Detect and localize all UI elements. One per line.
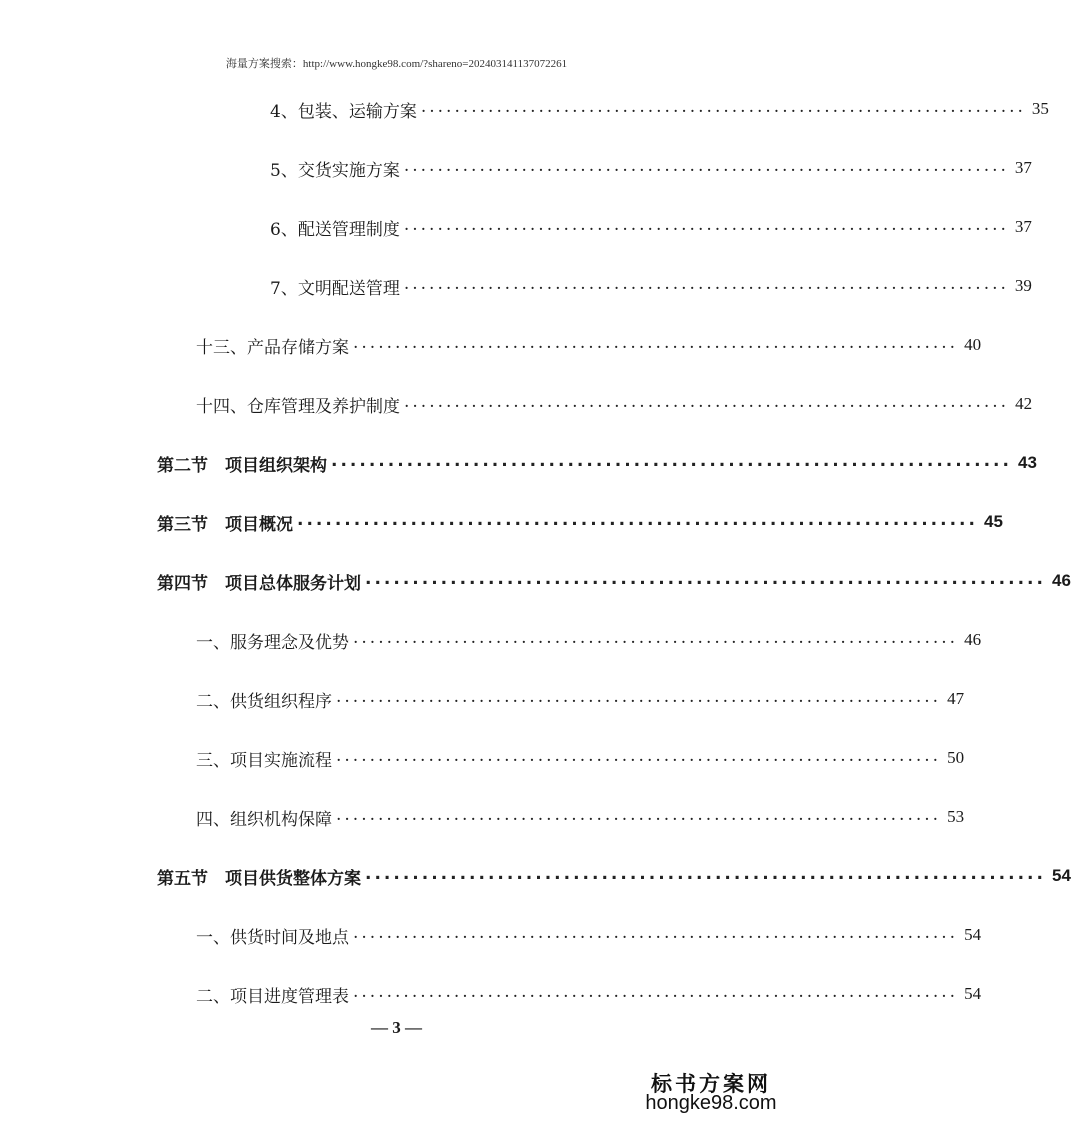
- toc-entry-title: 二、项目进度管理表: [196, 986, 349, 1007]
- toc-entry-title: 三、项目实施流程: [196, 750, 332, 771]
- toc-entry[interactable]: [196, 686, 965, 712]
- toc-entry[interactable]: [270, 214, 1032, 240]
- toc-entry[interactable]: [196, 922, 982, 948]
- dot-leader: ........................................................................: [403, 156, 1009, 176]
- toc-entry-title: 第五节 项目供货整体方案: [157, 868, 361, 889]
- toc-entry-title: 5、交货实施方案: [270, 160, 400, 181]
- toc-entry-page: 42: [1015, 394, 1033, 413]
- dot-leader: ........................................................................: [336, 746, 942, 766]
- toc-entry[interactable]: [196, 981, 982, 1007]
- dot-leader: ........................................................................: [353, 333, 959, 353]
- toc-entry-title: 6、配送管理制度: [270, 219, 400, 240]
- toc-entry-page: 53: [947, 807, 965, 826]
- dot-leader: ........................................................................: [365, 864, 1046, 884]
- page-header-url: 海量方案搜索：http://www.hongke98.com/?shareno=202403141137072261: [225, 58, 568, 70]
- toc-entry-page: 54: [964, 925, 982, 944]
- dot-leader: ........................................................................: [404, 392, 1010, 412]
- toc-entry-title: 7、文明配送管理: [270, 278, 400, 299]
- dot-leader: ........................................................................: [353, 628, 959, 648]
- toc-entry-title: 一、供货时间及地点: [196, 927, 349, 948]
- page-number: — 3 —: [371, 1018, 422, 1037]
- dot-leader: ........................................................................: [353, 982, 959, 1002]
- toc-entry-page: 39: [1014, 276, 1032, 295]
- toc-section-entry[interactable]: [157, 863, 1071, 889]
- toc-entry-page: 47: [947, 689, 965, 708]
- toc-entry-title: 十四、仓库管理及养护制度: [196, 396, 400, 417]
- toc-entry-page: 37: [1014, 158, 1032, 177]
- dot-leader: ........................................................................: [297, 510, 978, 530]
- watermark-domain: hongke98.com: [645, 1092, 777, 1114]
- toc-entry[interactable]: [196, 332, 982, 358]
- toc-entry-title: 第四节 项目总体服务计划: [157, 573, 361, 594]
- dot-leader: ........................................................................: [336, 805, 942, 825]
- toc-entry-page: 54: [1051, 866, 1071, 885]
- dot-leader: ........................................................................: [331, 451, 1012, 471]
- toc-entry[interactable]: [196, 627, 982, 653]
- toc-entry[interactable]: [196, 391, 1033, 417]
- dot-leader: ........................................................................: [353, 923, 959, 943]
- toc-entry[interactable]: [270, 155, 1032, 181]
- toc-entry[interactable]: [270, 96, 1049, 122]
- toc-entry-title: 第三节 项目概况: [157, 514, 293, 535]
- toc-entry-title: 一、服务理念及优势: [196, 632, 349, 653]
- dot-leader: ........................................................................: [403, 274, 1009, 294]
- toc-entry-page: 50: [947, 748, 965, 767]
- toc-entry-title: 二、供货组织程序: [196, 691, 332, 712]
- toc-entry-page: 43: [1017, 453, 1037, 472]
- watermark-logo-text: 标书方案网: [651, 1072, 771, 1096]
- toc-entry-page: 45: [983, 512, 1003, 531]
- toc-entry[interactable]: [196, 745, 965, 771]
- toc-entry[interactable]: [196, 804, 965, 830]
- toc-entry-title: 四、组织机构保障: [196, 809, 332, 830]
- dot-leader: ........................................................................: [365, 569, 1046, 589]
- dot-leader: ........................................................................: [336, 687, 942, 707]
- toc-section-entry[interactable]: [157, 568, 1071, 594]
- toc-entry-page: 46: [964, 630, 982, 649]
- toc-entry[interactable]: [270, 273, 1032, 299]
- toc-entry-title: 4、包装、运输方案: [270, 101, 417, 122]
- toc-entry-page: 35: [1031, 99, 1049, 118]
- toc-section-entry[interactable]: [157, 450, 1037, 476]
- toc-entry-title: 第二节 项目组织架构: [157, 455, 327, 476]
- toc-entry-page: 40: [964, 335, 982, 354]
- dot-leader: ........................................................................: [420, 97, 1026, 117]
- toc-entry-page: 54: [964, 984, 982, 1003]
- toc-entry-page: 46: [1051, 571, 1071, 590]
- toc-section-entry[interactable]: [157, 509, 1003, 535]
- toc-entry-page: 37: [1014, 217, 1032, 236]
- dot-leader: ........................................................................: [403, 215, 1009, 235]
- toc-entry-title: 十三、产品存储方案: [196, 337, 349, 358]
